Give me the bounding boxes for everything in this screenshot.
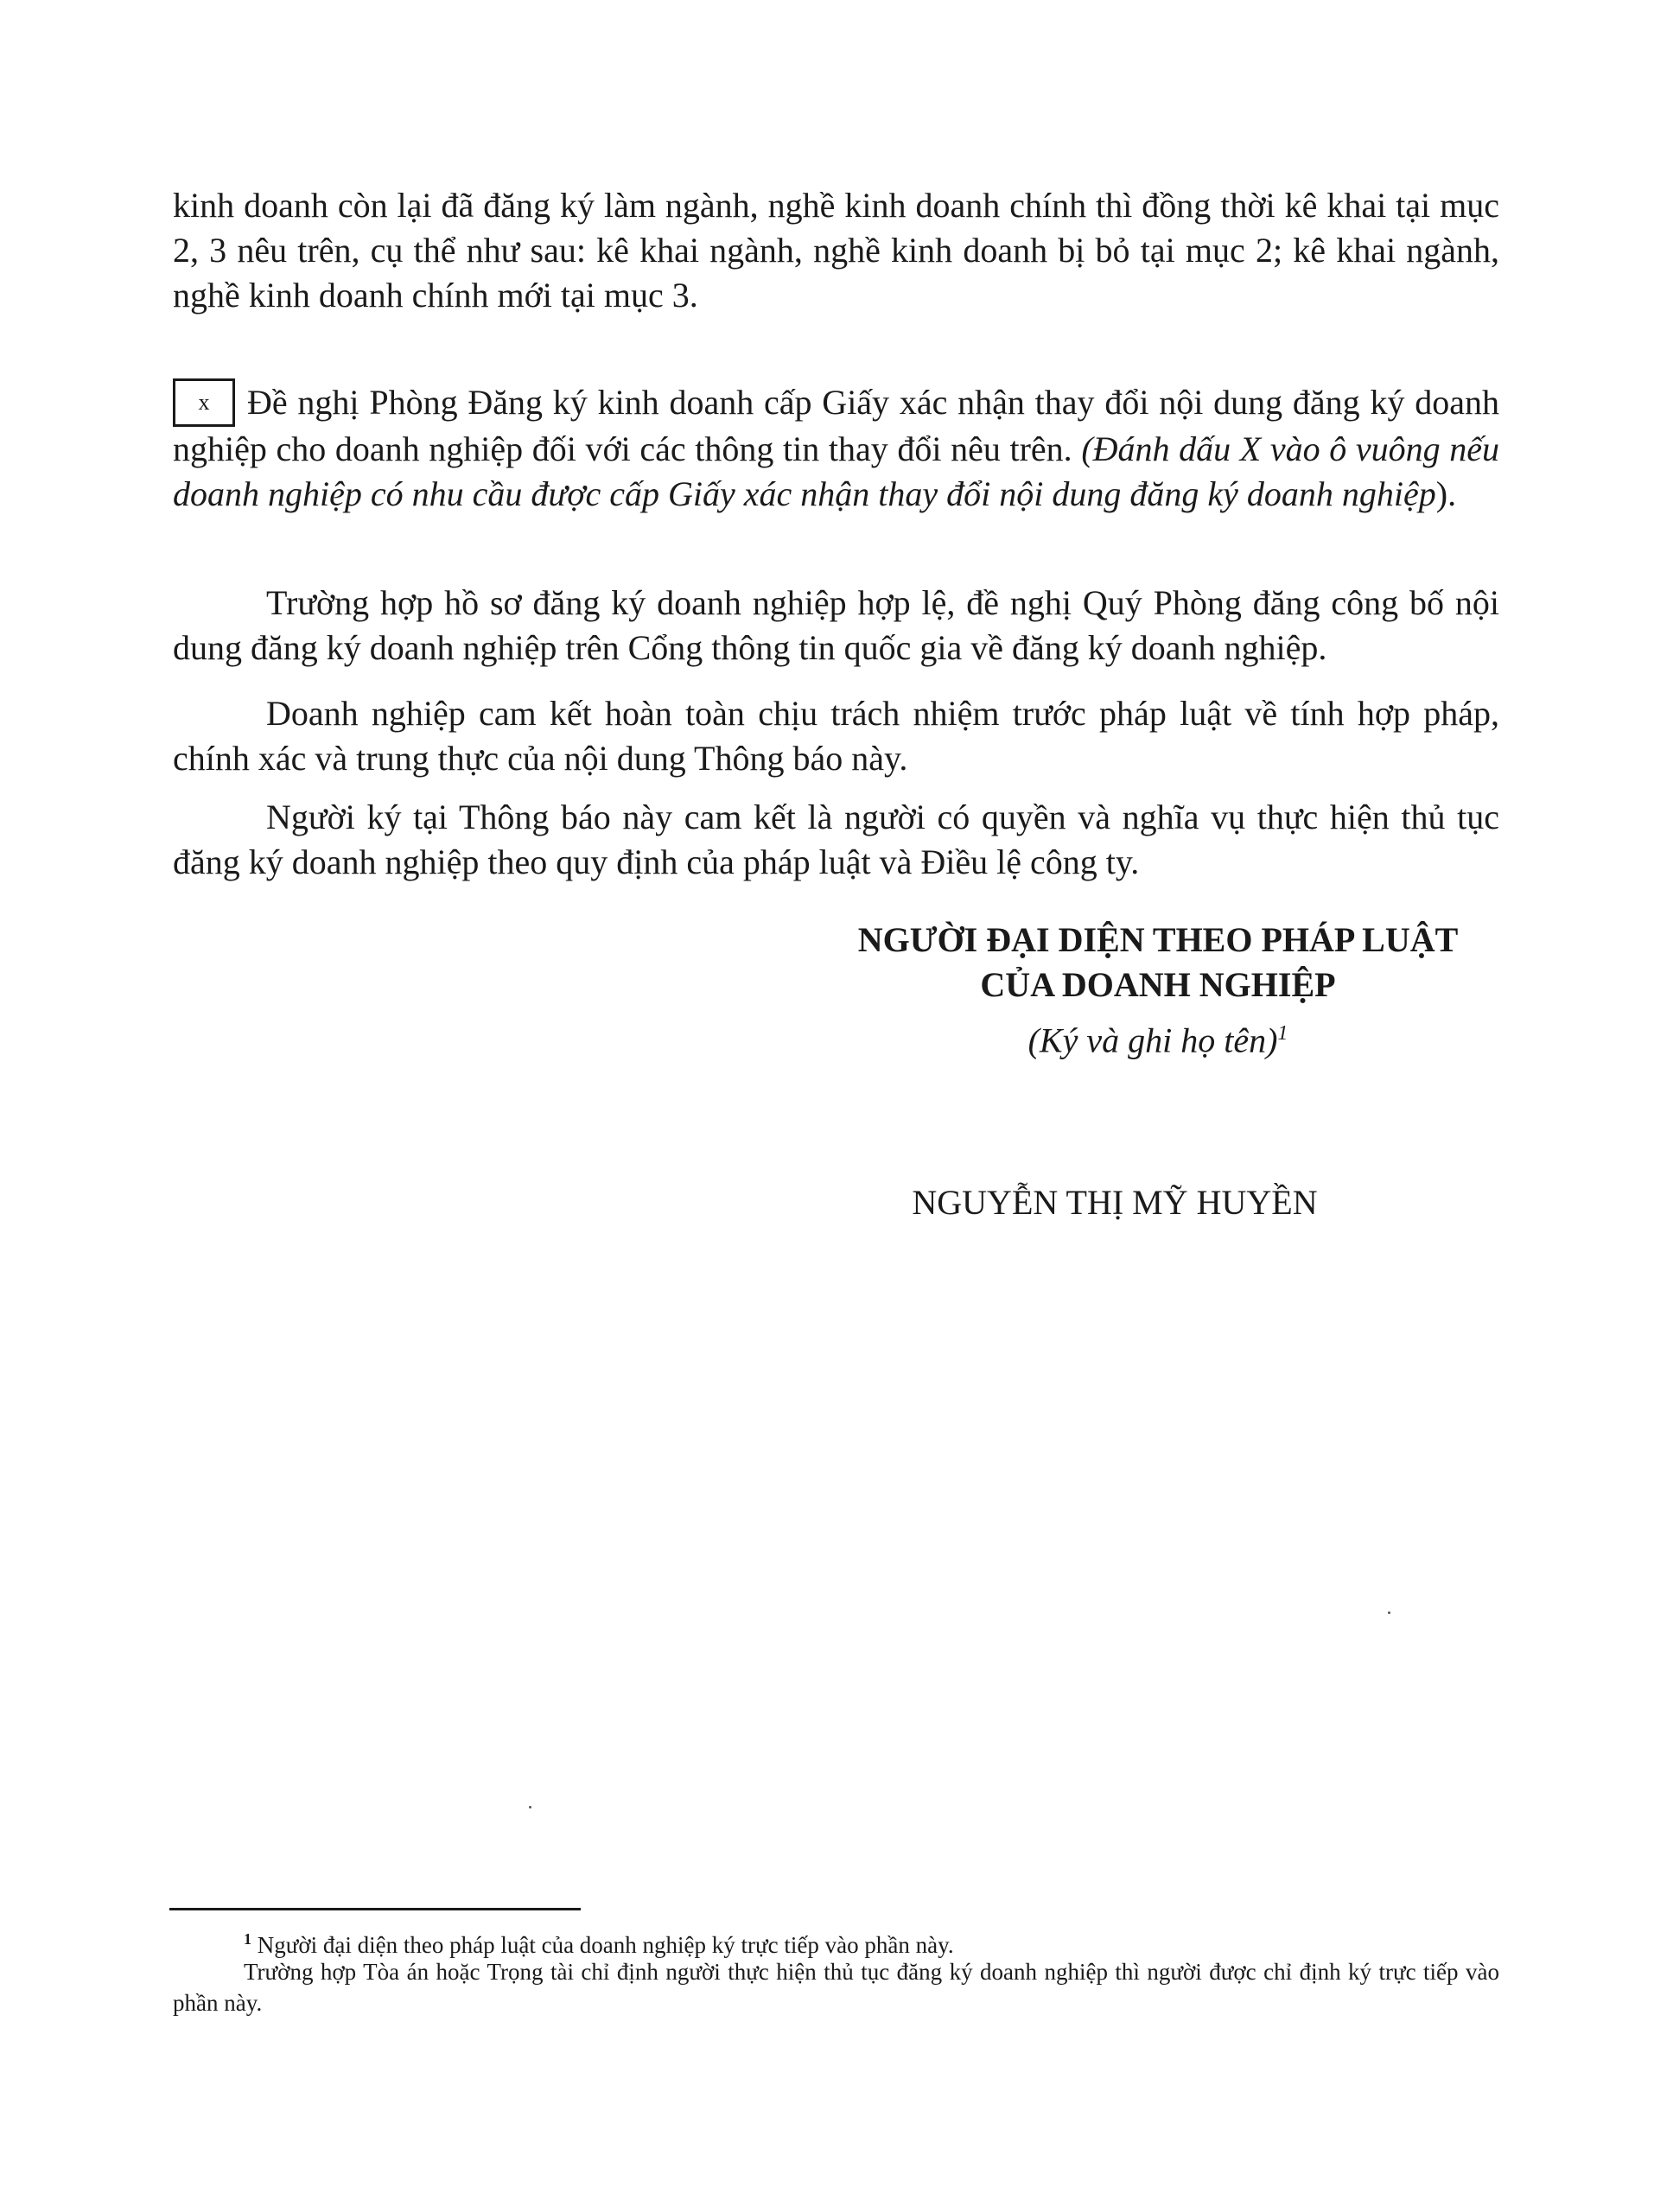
paragraph-continuation: kinh doanh còn lại đã đăng ký làm ngành, nghề kinh doanh chính thì đồng thời kê khai tại mục 2, 3 nêu trên, cụ thể như sau: kê khai ngành, nghề kinh doanh bị bỏ tại mục 2; kê khai ngành, nghề kinh doanh chính mới tại mục 3. [173,186,1499,315]
request-text: Đề nghị Phòng Đăng ký kinh doanh cấp Giấy xác nhận thay đổi nội dung đăng ký doanh nghiệp cho doanh nghiệp đối với các thông tin thay đổi nêu trên. [173,383,1499,468]
paragraph-certificate-request [173,380,1499,517]
footnote-divider [169,1908,581,1910]
scan-speck [529,1806,531,1808]
signature-title-line-2: CỦA DOANH NGHIỆP [980,965,1336,1004]
signature-note [760,1011,1555,1063]
signer-name: NGUYỄN THỊ MỸ HUYỀN [912,1183,1318,1222]
signature-note-text: (Ký và ghi họ tên) [1027,1020,1278,1060]
signature-title-line-1: NGƯỜI ĐẠI DIỆN THEO PHÁP LUẬT [857,920,1459,959]
footnote-2: Trường hợp Tòa án hoặc Trọng tài chỉ định người thực hiện thủ tục đăng ký doanh nghiệp thì người được chỉ định ký trực tiếp vào phần này. [173,1959,1499,2016]
request-tail: ). [1435,474,1457,513]
signature-note-ref: 1 [1277,1022,1288,1045]
request-italic-note: (Đánh dấu X vào ô vuông nếu doanh nghiệp có nhu cầu được cấp Giấy xác nhận thay đổi nội dung đăng ký doanh nghiệp [173,429,1499,513]
paragraph-signer: Người ký tại Thông báo này cam kết là người có quyền và nghĩa vụ thực hiện thủ tục đăng ký doanh nghiệp theo quy định của pháp luật và Điều lệ công ty. [173,798,1499,881]
footnote-ref: 1 [244,1930,251,1948]
request-checkbox[interactable]: x [173,378,235,427]
scan-speck [1388,1611,1390,1614]
paragraph-commitment: Doanh nghiệp cam kết hoàn toàn chịu trách nhiệm trước pháp luật về tính hợp pháp, chính xác và trung thực của nội dung Thông báo này. [173,694,1499,778]
signature-title [760,918,1555,1007]
footnote-1-text: Người đại diện theo pháp luật của doanh nghiệp ký trực tiếp vào phần này. [251,1932,954,1958]
footnote-1 [173,1923,1499,1961]
paragraph-publish: Trường hợp hồ sơ đăng ký doanh nghiệp hợp lệ, đề nghị Quý Phòng đăng công bố nội dung đăng ký doanh nghiệp trên Cổng thông tin quốc gia về đăng ký doanh nghiệp. [173,583,1499,667]
